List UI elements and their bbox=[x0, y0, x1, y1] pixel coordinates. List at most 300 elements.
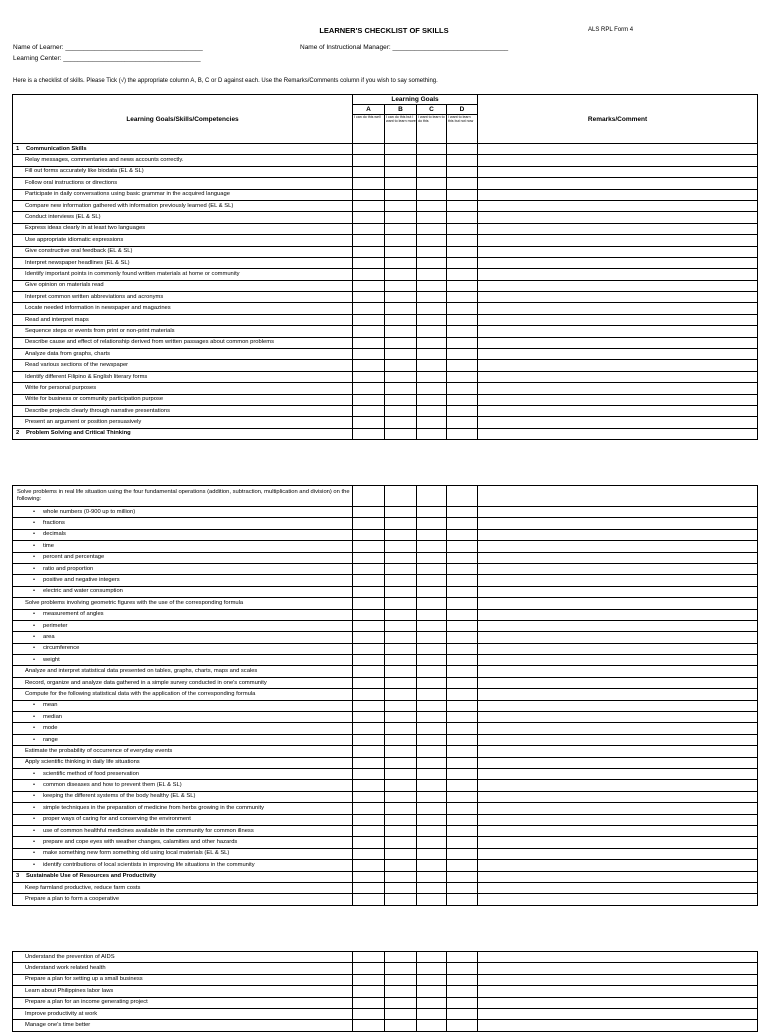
check-cell-remarks[interactable] bbox=[478, 405, 758, 416]
check-cell-b[interactable] bbox=[385, 292, 417, 303]
check-cell-d[interactable] bbox=[447, 712, 478, 723]
check-cell-b[interactable] bbox=[385, 712, 417, 723]
check-cell-c[interactable] bbox=[417, 848, 447, 859]
check-cell-a[interactable] bbox=[353, 552, 385, 563]
check-cell-a[interactable] bbox=[353, 326, 385, 337]
check-cell-remarks[interactable] bbox=[478, 212, 758, 223]
check-cell-a[interactable] bbox=[353, 178, 385, 189]
check-cell-d[interactable] bbox=[447, 1020, 478, 1031]
check-cell-a[interactable] bbox=[353, 575, 385, 586]
check-cell-c[interactable] bbox=[417, 337, 447, 348]
check-cell-a[interactable] bbox=[353, 643, 385, 654]
check-cell-d[interactable] bbox=[447, 189, 478, 200]
check-cell-remarks[interactable] bbox=[478, 337, 758, 348]
check-cell-c[interactable] bbox=[417, 643, 447, 654]
check-cell-c[interactable] bbox=[417, 986, 447, 997]
check-cell-c[interactable] bbox=[417, 655, 447, 666]
check-cell-b[interactable] bbox=[385, 974, 417, 985]
check-cell-remarks[interactable] bbox=[478, 814, 758, 825]
check-cell-b[interactable] bbox=[385, 575, 417, 586]
check-cell-remarks[interactable] bbox=[478, 223, 758, 234]
check-cell-remarks[interactable] bbox=[478, 882, 758, 893]
check-cell-a[interactable] bbox=[353, 314, 385, 325]
check-cell-b[interactable] bbox=[385, 360, 417, 371]
check-cell-a[interactable] bbox=[353, 848, 385, 859]
check-cell-d[interactable] bbox=[447, 349, 478, 360]
check-cell-a[interactable] bbox=[353, 700, 385, 711]
check-cell-a[interactable] bbox=[353, 952, 385, 963]
check-cell-a[interactable] bbox=[353, 768, 385, 779]
check-cell-a[interactable] bbox=[353, 303, 385, 314]
check-cell-b[interactable] bbox=[385, 768, 417, 779]
check-cell-b[interactable] bbox=[385, 791, 417, 802]
check-cell-remarks[interactable] bbox=[478, 963, 758, 974]
check-cell-a[interactable] bbox=[353, 586, 385, 597]
check-cell-a[interactable] bbox=[353, 1008, 385, 1019]
check-cell-b[interactable] bbox=[385, 326, 417, 337]
check-cell-b[interactable] bbox=[385, 997, 417, 1008]
check-cell-c[interactable] bbox=[417, 894, 447, 905]
check-cell-remarks[interactable] bbox=[478, 974, 758, 985]
check-cell-a[interactable] bbox=[353, 974, 385, 985]
check-cell-b[interactable] bbox=[385, 598, 417, 609]
check-cell-c[interactable] bbox=[417, 292, 447, 303]
check-cell-d[interactable] bbox=[447, 212, 478, 223]
check-cell-remarks[interactable] bbox=[478, 280, 758, 291]
check-cell-c[interactable] bbox=[417, 280, 447, 291]
check-cell-c[interactable] bbox=[417, 178, 447, 189]
learning-center-field[interactable]: Learning Center: ______________________________________ bbox=[13, 55, 201, 62]
check-cell-c[interactable] bbox=[417, 575, 447, 586]
check-cell-c[interactable] bbox=[417, 552, 447, 563]
check-cell-remarks[interactable] bbox=[478, 360, 758, 371]
check-cell-b[interactable] bbox=[385, 507, 417, 518]
check-cell-d[interactable] bbox=[447, 166, 478, 177]
check-cell-d[interactable] bbox=[447, 848, 478, 859]
check-cell-d[interactable] bbox=[447, 952, 478, 963]
check-cell-d[interactable] bbox=[447, 837, 478, 848]
check-cell-remarks[interactable] bbox=[478, 326, 758, 337]
check-cell-d[interactable] bbox=[447, 803, 478, 814]
check-cell-c[interactable] bbox=[417, 417, 447, 428]
check-cell-remarks[interactable] bbox=[478, 780, 758, 791]
check-cell-d[interactable] bbox=[447, 552, 478, 563]
check-cell-c[interactable] bbox=[417, 689, 447, 700]
check-cell-b[interactable] bbox=[385, 280, 417, 291]
check-cell-remarks[interactable] bbox=[478, 825, 758, 836]
check-cell-remarks[interactable] bbox=[478, 860, 758, 871]
check-cell-c[interactable] bbox=[417, 598, 447, 609]
check-cell-d[interactable] bbox=[447, 1008, 478, 1019]
check-cell-c[interactable] bbox=[417, 486, 447, 507]
check-cell-b[interactable] bbox=[385, 586, 417, 597]
check-cell-b[interactable] bbox=[385, 405, 417, 416]
check-cell-b[interactable] bbox=[385, 371, 417, 382]
check-cell-b[interactable] bbox=[385, 200, 417, 211]
check-cell-c[interactable] bbox=[417, 166, 447, 177]
check-cell-a[interactable] bbox=[353, 712, 385, 723]
check-cell-c[interactable] bbox=[417, 723, 447, 734]
check-cell-d[interactable] bbox=[447, 155, 478, 166]
check-cell-d[interactable] bbox=[447, 269, 478, 280]
check-cell-a[interactable] bbox=[353, 655, 385, 666]
check-cell-d[interactable] bbox=[447, 405, 478, 416]
check-cell-a[interactable] bbox=[353, 394, 385, 405]
check-cell-remarks[interactable] bbox=[478, 1020, 758, 1031]
check-cell-c[interactable] bbox=[417, 791, 447, 802]
check-cell-b[interactable] bbox=[385, 1020, 417, 1031]
check-cell-d[interactable] bbox=[447, 986, 478, 997]
check-cell-remarks[interactable] bbox=[478, 712, 758, 723]
check-cell-c[interactable] bbox=[417, 563, 447, 574]
check-cell-remarks[interactable] bbox=[478, 894, 758, 905]
check-cell-d[interactable] bbox=[447, 768, 478, 779]
check-cell-b[interactable] bbox=[385, 860, 417, 871]
check-cell-b[interactable] bbox=[385, 235, 417, 246]
check-cell-c[interactable] bbox=[417, 507, 447, 518]
check-cell-b[interactable] bbox=[385, 349, 417, 360]
check-cell-b[interactable] bbox=[385, 689, 417, 700]
check-cell-c[interactable] bbox=[417, 200, 447, 211]
check-cell-d[interactable] bbox=[447, 371, 478, 382]
check-cell-c[interactable] bbox=[417, 383, 447, 394]
check-cell-c[interactable] bbox=[417, 677, 447, 688]
check-cell-remarks[interactable] bbox=[478, 178, 758, 189]
check-cell-a[interactable] bbox=[353, 292, 385, 303]
check-cell-c[interactable] bbox=[417, 529, 447, 540]
check-cell-b[interactable] bbox=[385, 269, 417, 280]
check-cell-b[interactable] bbox=[385, 746, 417, 757]
check-cell-remarks[interactable] bbox=[478, 371, 758, 382]
check-cell-b[interactable] bbox=[385, 552, 417, 563]
learner-name-field[interactable]: Name of Learner: ______________________________________ bbox=[13, 44, 203, 51]
check-cell-d[interactable] bbox=[447, 246, 478, 257]
check-cell-d[interactable] bbox=[447, 689, 478, 700]
check-cell-b[interactable] bbox=[385, 757, 417, 768]
check-cell-d[interactable] bbox=[447, 882, 478, 893]
check-cell-c[interactable] bbox=[417, 405, 447, 416]
check-cell-c[interactable] bbox=[417, 963, 447, 974]
check-cell-b[interactable] bbox=[385, 394, 417, 405]
check-cell-d[interactable] bbox=[447, 326, 478, 337]
instructional-manager-field[interactable]: Name of Instructional Manager: ________________________________ bbox=[300, 44, 509, 51]
check-cell-d[interactable] bbox=[447, 383, 478, 394]
check-cell-c[interactable] bbox=[417, 394, 447, 405]
check-cell-a[interactable] bbox=[353, 666, 385, 677]
check-cell-d[interactable] bbox=[447, 507, 478, 518]
check-cell-b[interactable] bbox=[385, 189, 417, 200]
check-cell-remarks[interactable] bbox=[478, 575, 758, 586]
check-cell-c[interactable] bbox=[417, 666, 447, 677]
check-cell-b[interactable] bbox=[385, 609, 417, 620]
check-cell-b[interactable] bbox=[385, 837, 417, 848]
check-cell-d[interactable] bbox=[447, 620, 478, 631]
check-cell-b[interactable] bbox=[385, 246, 417, 257]
check-cell-d[interactable] bbox=[447, 677, 478, 688]
check-cell-c[interactable] bbox=[417, 212, 447, 223]
check-cell-c[interactable] bbox=[417, 803, 447, 814]
check-cell-c[interactable] bbox=[417, 712, 447, 723]
check-cell-remarks[interactable] bbox=[478, 757, 758, 768]
check-cell-remarks[interactable] bbox=[478, 620, 758, 631]
check-cell-remarks[interactable] bbox=[478, 700, 758, 711]
check-cell-d[interactable] bbox=[447, 303, 478, 314]
check-cell-a[interactable] bbox=[353, 598, 385, 609]
check-cell-c[interactable] bbox=[417, 586, 447, 597]
check-cell-remarks[interactable] bbox=[478, 349, 758, 360]
check-cell-c[interactable] bbox=[417, 360, 447, 371]
check-cell-a[interactable] bbox=[353, 371, 385, 382]
check-cell-d[interactable] bbox=[447, 746, 478, 757]
check-cell-remarks[interactable] bbox=[478, 200, 758, 211]
check-cell-b[interactable] bbox=[385, 155, 417, 166]
check-cell-a[interactable] bbox=[353, 518, 385, 529]
check-cell-remarks[interactable] bbox=[478, 655, 758, 666]
check-cell-b[interactable] bbox=[385, 734, 417, 745]
check-cell-d[interactable] bbox=[447, 280, 478, 291]
check-cell-d[interactable] bbox=[447, 974, 478, 985]
check-cell-a[interactable] bbox=[353, 212, 385, 223]
check-cell-c[interactable] bbox=[417, 952, 447, 963]
check-cell-c[interactable] bbox=[417, 632, 447, 643]
check-cell-a[interactable] bbox=[353, 200, 385, 211]
check-cell-a[interactable] bbox=[353, 246, 385, 257]
check-cell-d[interactable] bbox=[447, 860, 478, 871]
check-cell-a[interactable] bbox=[353, 507, 385, 518]
check-cell-b[interactable] bbox=[385, 952, 417, 963]
check-cell-c[interactable] bbox=[417, 734, 447, 745]
check-cell-remarks[interactable] bbox=[478, 486, 758, 507]
check-cell-b[interactable] bbox=[385, 814, 417, 825]
check-cell-remarks[interactable] bbox=[478, 666, 758, 677]
check-cell-a[interactable] bbox=[353, 383, 385, 394]
check-cell-a[interactable] bbox=[353, 757, 385, 768]
check-cell-b[interactable] bbox=[385, 655, 417, 666]
check-cell-b[interactable] bbox=[385, 257, 417, 268]
check-cell-remarks[interactable] bbox=[478, 689, 758, 700]
check-cell-b[interactable] bbox=[385, 723, 417, 734]
check-cell-d[interactable] bbox=[447, 598, 478, 609]
check-cell-remarks[interactable] bbox=[478, 848, 758, 859]
check-cell-b[interactable] bbox=[385, 963, 417, 974]
check-cell-c[interactable] bbox=[417, 303, 447, 314]
check-cell-remarks[interactable] bbox=[478, 803, 758, 814]
check-cell-d[interactable] bbox=[447, 314, 478, 325]
check-cell-b[interactable] bbox=[385, 700, 417, 711]
check-cell-remarks[interactable] bbox=[478, 609, 758, 620]
check-cell-a[interactable] bbox=[353, 734, 385, 745]
check-cell-remarks[interactable] bbox=[478, 632, 758, 643]
check-cell-remarks[interactable] bbox=[478, 643, 758, 654]
check-cell-d[interactable] bbox=[447, 825, 478, 836]
check-cell-a[interactable] bbox=[353, 620, 385, 631]
check-cell-remarks[interactable] bbox=[478, 155, 758, 166]
check-cell-remarks[interactable] bbox=[478, 394, 758, 405]
check-cell-b[interactable] bbox=[385, 1008, 417, 1019]
check-cell-a[interactable] bbox=[353, 563, 385, 574]
check-cell-c[interactable] bbox=[417, 700, 447, 711]
check-cell-b[interactable] bbox=[385, 529, 417, 540]
check-cell-remarks[interactable] bbox=[478, 189, 758, 200]
check-cell-b[interactable] bbox=[385, 825, 417, 836]
check-cell-b[interactable] bbox=[385, 541, 417, 552]
check-cell-a[interactable] bbox=[353, 632, 385, 643]
check-cell-a[interactable] bbox=[353, 689, 385, 700]
check-cell-d[interactable] bbox=[447, 757, 478, 768]
check-cell-d[interactable] bbox=[447, 394, 478, 405]
check-cell-a[interactable] bbox=[353, 360, 385, 371]
check-cell-c[interactable] bbox=[417, 609, 447, 620]
check-cell-c[interactable] bbox=[417, 371, 447, 382]
check-cell-a[interactable] bbox=[353, 780, 385, 791]
check-cell-c[interactable] bbox=[417, 269, 447, 280]
check-cell-a[interactable] bbox=[353, 257, 385, 268]
check-cell-b[interactable] bbox=[385, 518, 417, 529]
check-cell-d[interactable] bbox=[447, 223, 478, 234]
check-cell-d[interactable] bbox=[447, 360, 478, 371]
check-cell-b[interactable] bbox=[385, 486, 417, 507]
check-cell-c[interactable] bbox=[417, 189, 447, 200]
check-cell-remarks[interactable] bbox=[478, 677, 758, 688]
check-cell-a[interactable] bbox=[353, 486, 385, 507]
check-cell-a[interactable] bbox=[353, 963, 385, 974]
check-cell-d[interactable] bbox=[447, 586, 478, 597]
check-cell-c[interactable] bbox=[417, 620, 447, 631]
check-cell-a[interactable] bbox=[353, 746, 385, 757]
check-cell-a[interactable] bbox=[353, 986, 385, 997]
check-cell-b[interactable] bbox=[385, 166, 417, 177]
check-cell-d[interactable] bbox=[447, 666, 478, 677]
check-cell-a[interactable] bbox=[353, 882, 385, 893]
check-cell-d[interactable] bbox=[447, 529, 478, 540]
check-cell-remarks[interactable] bbox=[478, 552, 758, 563]
check-cell-c[interactable] bbox=[417, 1020, 447, 1031]
check-cell-a[interactable] bbox=[353, 860, 385, 871]
check-cell-d[interactable] bbox=[447, 700, 478, 711]
check-cell-b[interactable] bbox=[385, 894, 417, 905]
check-cell-remarks[interactable] bbox=[478, 269, 758, 280]
check-cell-remarks[interactable] bbox=[478, 529, 758, 540]
check-cell-c[interactable] bbox=[417, 780, 447, 791]
check-cell-b[interactable] bbox=[385, 677, 417, 688]
check-cell-c[interactable] bbox=[417, 246, 447, 257]
check-cell-remarks[interactable] bbox=[478, 723, 758, 734]
check-cell-a[interactable] bbox=[353, 723, 385, 734]
check-cell-d[interactable] bbox=[447, 894, 478, 905]
check-cell-b[interactable] bbox=[385, 848, 417, 859]
check-cell-b[interactable] bbox=[385, 882, 417, 893]
check-cell-remarks[interactable] bbox=[478, 303, 758, 314]
check-cell-c[interactable] bbox=[417, 1008, 447, 1019]
check-cell-remarks[interactable] bbox=[478, 734, 758, 745]
check-cell-a[interactable] bbox=[353, 894, 385, 905]
check-cell-c[interactable] bbox=[417, 746, 447, 757]
check-cell-remarks[interactable] bbox=[478, 791, 758, 802]
check-cell-d[interactable] bbox=[447, 563, 478, 574]
check-cell-c[interactable] bbox=[417, 860, 447, 871]
check-cell-d[interactable] bbox=[447, 723, 478, 734]
check-cell-b[interactable] bbox=[385, 223, 417, 234]
check-cell-remarks[interactable] bbox=[478, 986, 758, 997]
check-cell-remarks[interactable] bbox=[478, 292, 758, 303]
check-cell-a[interactable] bbox=[353, 417, 385, 428]
check-cell-a[interactable] bbox=[353, 541, 385, 552]
check-cell-c[interactable] bbox=[417, 235, 447, 246]
check-cell-d[interactable] bbox=[447, 780, 478, 791]
check-cell-d[interactable] bbox=[447, 518, 478, 529]
check-cell-remarks[interactable] bbox=[478, 952, 758, 963]
check-cell-a[interactable] bbox=[353, 223, 385, 234]
check-cell-remarks[interactable] bbox=[478, 518, 758, 529]
check-cell-remarks[interactable] bbox=[478, 507, 758, 518]
check-cell-a[interactable] bbox=[353, 189, 385, 200]
check-cell-c[interactable] bbox=[417, 349, 447, 360]
check-cell-remarks[interactable] bbox=[478, 598, 758, 609]
check-cell-c[interactable] bbox=[417, 814, 447, 825]
check-cell-a[interactable] bbox=[353, 997, 385, 1008]
check-cell-b[interactable] bbox=[385, 632, 417, 643]
check-cell-a[interactable] bbox=[353, 825, 385, 836]
check-cell-c[interactable] bbox=[417, 326, 447, 337]
check-cell-d[interactable] bbox=[447, 997, 478, 1008]
check-cell-a[interactable] bbox=[353, 349, 385, 360]
check-cell-a[interactable] bbox=[353, 235, 385, 246]
check-cell-c[interactable] bbox=[417, 768, 447, 779]
check-cell-d[interactable] bbox=[447, 609, 478, 620]
check-cell-c[interactable] bbox=[417, 541, 447, 552]
check-cell-a[interactable] bbox=[353, 166, 385, 177]
check-cell-d[interactable] bbox=[447, 791, 478, 802]
check-cell-a[interactable] bbox=[353, 405, 385, 416]
check-cell-b[interactable] bbox=[385, 620, 417, 631]
check-cell-d[interactable] bbox=[447, 575, 478, 586]
check-cell-remarks[interactable] bbox=[478, 746, 758, 757]
check-cell-remarks[interactable] bbox=[478, 235, 758, 246]
check-cell-remarks[interactable] bbox=[478, 257, 758, 268]
check-cell-a[interactable] bbox=[353, 803, 385, 814]
check-cell-b[interactable] bbox=[385, 643, 417, 654]
check-cell-d[interactable] bbox=[447, 655, 478, 666]
check-cell-d[interactable] bbox=[447, 486, 478, 507]
check-cell-a[interactable] bbox=[353, 269, 385, 280]
check-cell-remarks[interactable] bbox=[478, 541, 758, 552]
check-cell-a[interactable] bbox=[353, 837, 385, 848]
check-cell-c[interactable] bbox=[417, 257, 447, 268]
check-cell-d[interactable] bbox=[447, 417, 478, 428]
check-cell-remarks[interactable] bbox=[478, 586, 758, 597]
check-cell-a[interactable] bbox=[353, 791, 385, 802]
check-cell-d[interactable] bbox=[447, 643, 478, 654]
check-cell-a[interactable] bbox=[353, 280, 385, 291]
check-cell-d[interactable] bbox=[447, 235, 478, 246]
check-cell-a[interactable] bbox=[353, 814, 385, 825]
check-cell-c[interactable] bbox=[417, 997, 447, 1008]
check-cell-c[interactable] bbox=[417, 974, 447, 985]
check-cell-c[interactable] bbox=[417, 882, 447, 893]
check-cell-remarks[interactable] bbox=[478, 563, 758, 574]
check-cell-remarks[interactable] bbox=[478, 1008, 758, 1019]
check-cell-remarks[interactable] bbox=[478, 997, 758, 1008]
check-cell-c[interactable] bbox=[417, 223, 447, 234]
check-cell-d[interactable] bbox=[447, 292, 478, 303]
check-cell-b[interactable] bbox=[385, 780, 417, 791]
check-cell-b[interactable] bbox=[385, 383, 417, 394]
check-cell-a[interactable] bbox=[353, 677, 385, 688]
check-cell-b[interactable] bbox=[385, 803, 417, 814]
check-cell-remarks[interactable] bbox=[478, 768, 758, 779]
check-cell-d[interactable] bbox=[447, 200, 478, 211]
check-cell-b[interactable] bbox=[385, 666, 417, 677]
